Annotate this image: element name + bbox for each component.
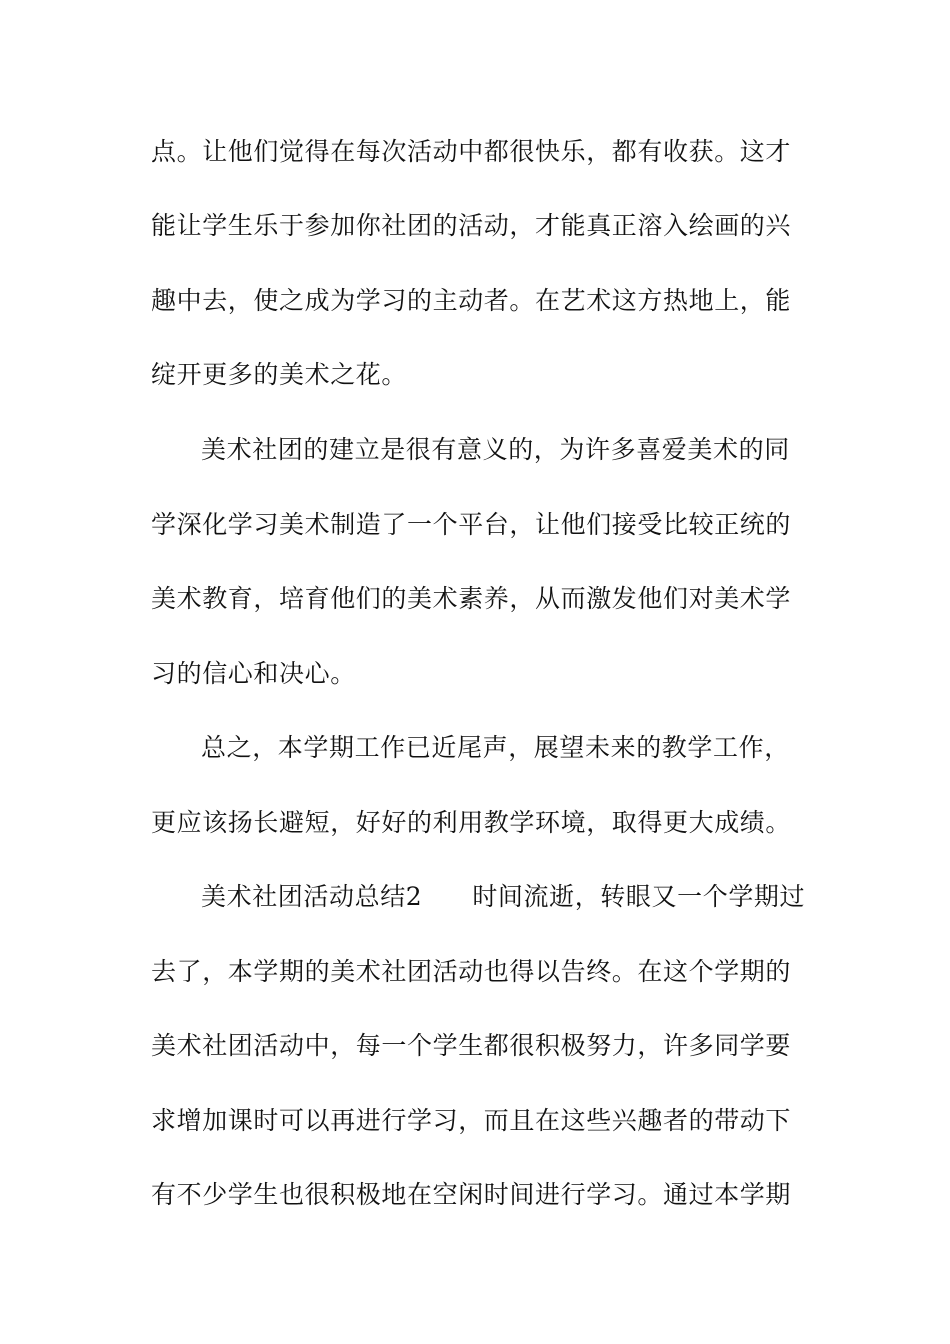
section-heading-line: [201, 880, 805, 914]
text-line: 去了，本学期的美术社团活动也得以告终。在这个学期的: [151, 957, 792, 986]
text-line: 美术社团活动中，每一个学生都很积极努力，许多同学要: [151, 1031, 792, 1060]
text-line: 美术教育，培育他们的美术素养，从而激发他们对美术学: [151, 584, 792, 613]
text-line: 绽开更多的美术之花。: [151, 360, 408, 389]
section-title: 美术社团活动总结2: [201, 882, 423, 911]
text-line: 习的信心和决心。: [151, 659, 356, 688]
text-line: 求增加课时可以再进行学习，而且在这些兴趣者的带动下: [151, 1106, 792, 1135]
paragraph-start-line: 美术社团的建立是很有意义的，为许多喜爱美术的同: [201, 435, 790, 464]
paragraph-start-line: 总之，本学期工作已近尾声，展望未来的教学工作，: [201, 733, 790, 762]
text-line: 趣中去，使之成为学习的主动者。在艺术这方热地上，能: [151, 286, 792, 315]
text-line: 更应该扬长避短，好好的利用教学环境，取得更大成绩。: [151, 808, 792, 837]
text-line: 有不少学生也很积极地在空闲时间进行学习。通过本学期: [151, 1180, 792, 1209]
text-line: 能让学生乐于参加你社团的活动，才能真正溶入绘画的兴: [151, 211, 792, 240]
text-line: 学深化学习美术制造了一个平台，让他们接受比较正统的: [151, 510, 792, 539]
section-text: 时间流逝，转眼又一个学期过: [472, 882, 806, 911]
text-line: 点。让他们觉得在每次活动中都很快乐，都有收获。这才: [151, 137, 792, 166]
